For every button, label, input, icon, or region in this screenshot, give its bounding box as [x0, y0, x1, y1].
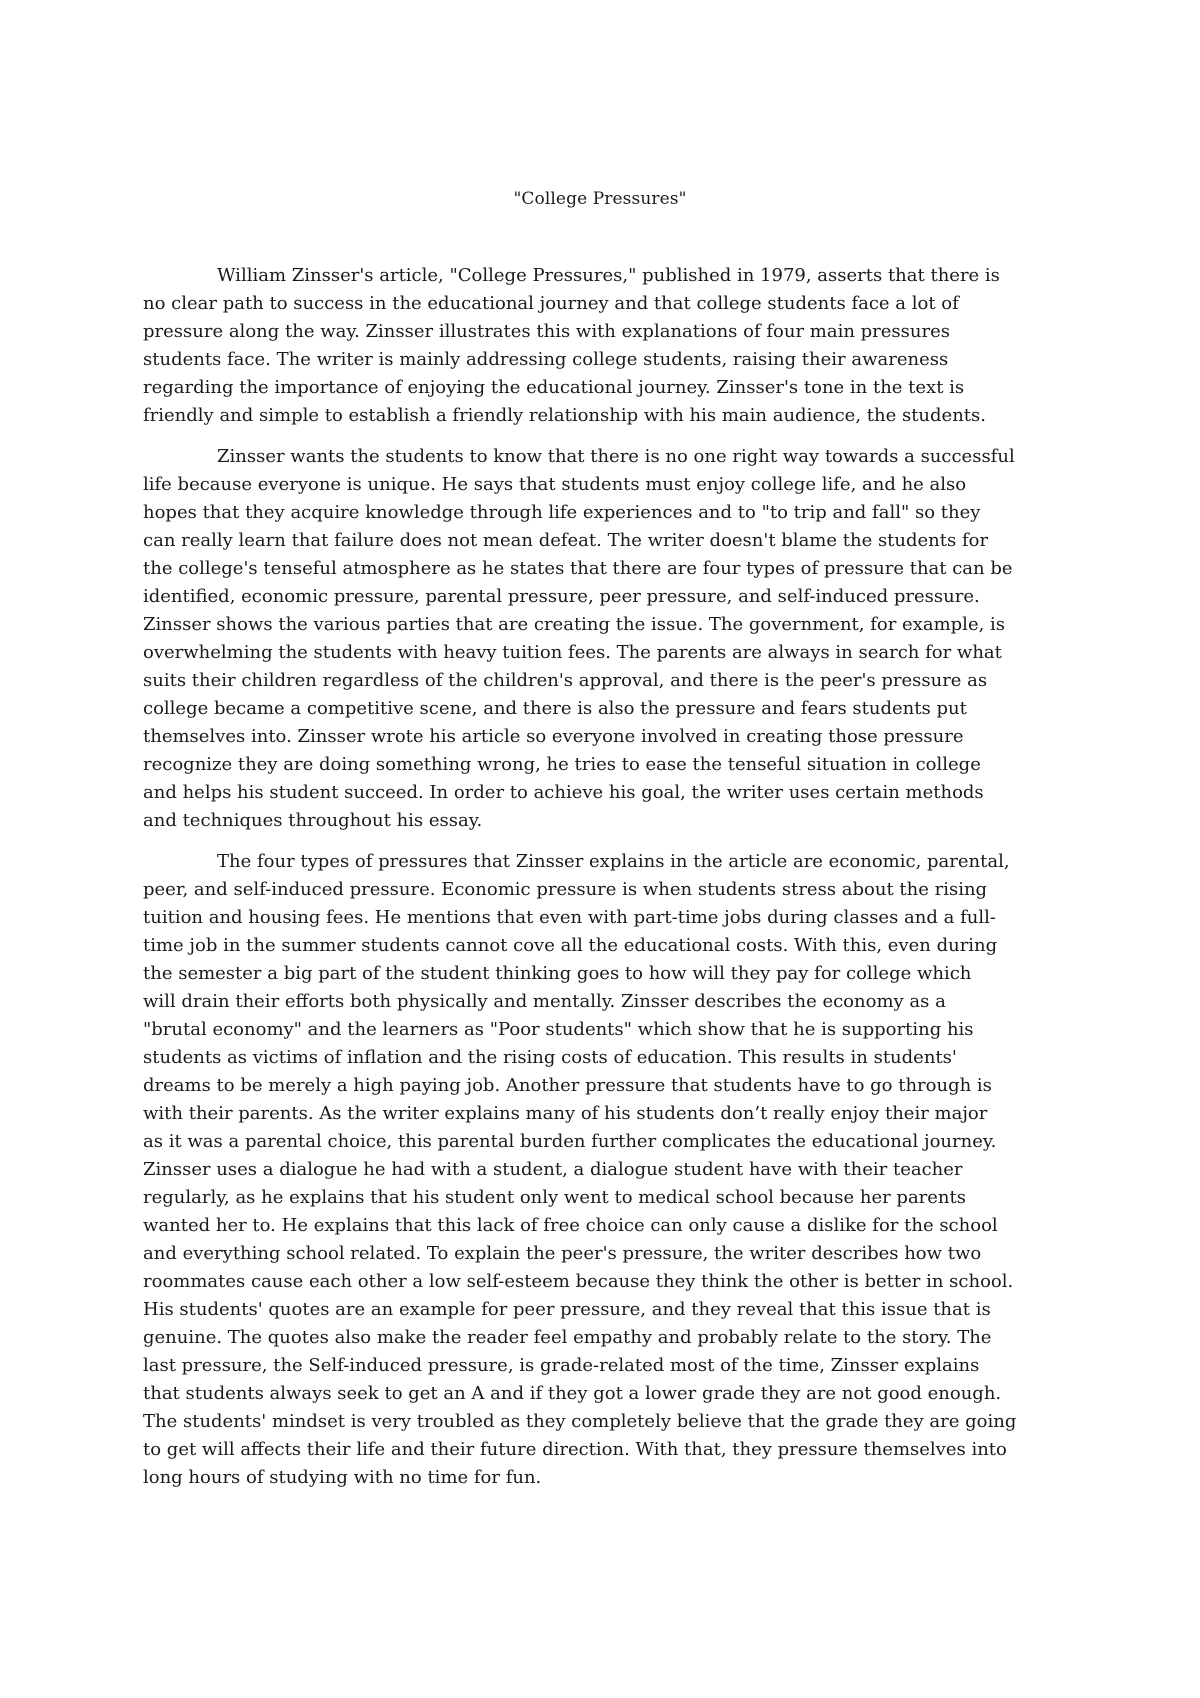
paragraph-line: dreams to be merely a high paying job. Another pressure that students have to go through is	[143, 1075, 992, 1096]
paragraph-line: no clear path to success in the educational journey and that college students face a lot of	[143, 293, 959, 314]
paragraph-line: William Zinsser's article, "College Pressures," published in 1979, asserts that there is	[217, 265, 1000, 286]
paragraph-line: tuition and housing fees. He mentions that even with part-time jobs during classes and a full-	[143, 907, 996, 928]
document-body	[143, 262, 1063, 1505]
paragraph-line: pressure along the way. Zinsser illustrates this with explanations of four main pressures	[143, 321, 950, 342]
paragraph-line: and techniques throughout his essay.	[143, 810, 483, 831]
paragraph-line: suits their children regardless of the children's approval, and there is the peer's pressure as	[143, 670, 988, 691]
paragraph	[143, 262, 1063, 430]
paragraph-line: The four types of pressures that Zinsser explains in the article are economic, parental,	[217, 851, 1010, 872]
paragraph-line: Zinsser shows the various parties that are creating the issue. The government, for example, is	[143, 614, 1006, 635]
paragraph-line: roommates cause each other a low self-esteem because they think the other is better in school.	[143, 1271, 1014, 1292]
paragraph-line: themselves into. Zinsser wrote his article so everyone involved in creating those pressure	[143, 726, 964, 747]
paragraph-line: will drain their efforts both physically and mentally. Zinsser describes the economy as a	[143, 991, 946, 1012]
paragraph-line: Zinsser uses a dialogue he had with a student, a dialogue student have with their teacher	[143, 1159, 963, 1180]
paragraph-line: students as victims of inflation and the rising costs of education. This results in students'	[143, 1047, 957, 1068]
paragraph-line: last pressure, the Self-induced pressure, is grade-related most of the time, Zinsser explains	[143, 1355, 980, 1376]
paragraph-line: hopes that they acquire knowledge through life experiences and to "to trip and fall" so they	[143, 502, 981, 523]
paragraph-line: recognize they are doing something wrong, he tries to ease the tenseful situation in college	[143, 754, 981, 775]
paragraph	[143, 848, 1063, 1492]
paragraph-line: life because everyone is unique. He says that students must enjoy college life, and he also	[143, 474, 967, 495]
paragraph-line: and everything school related. To explain the peer's pressure, the writer describes how two	[143, 1243, 982, 1264]
paragraph-line: that students always seek to get an A and if they got a lower grade they are not good enough.	[143, 1383, 1002, 1404]
paragraph-line: long hours of studying with no time for fun.	[143, 1467, 542, 1488]
paragraph-line: The students' mindset is very troubled as they completely believe that the grade they are going	[143, 1411, 1017, 1432]
paragraph-line: students face. The writer is mainly addressing college students, raising their awareness	[143, 349, 949, 370]
paragraph-line: "brutal economy" and the learners as "Poor students" which show that he is supporting his	[143, 1019, 974, 1040]
paragraph-line: time job in the summer students cannot cove all the educational costs. With this, even during	[143, 935, 998, 956]
paragraph	[143, 443, 1063, 835]
paragraph-line: can really learn that failure does not mean defeat. The writer doesn't blame the students for	[143, 530, 989, 551]
paragraph-line: regularly, as he explains that his student only went to medical school because her parents	[143, 1187, 966, 1208]
document-title: "College Pressures"	[513, 189, 687, 209]
paragraph-line: as it was a parental choice, this parental burden further complicates the educational journey.	[143, 1131, 997, 1152]
paragraph-line: His students' quotes are an example for peer pressure, and they reveal that this issue that is	[143, 1299, 991, 1320]
paragraph-line: regarding the importance of enjoying the educational journey. Zinsser's tone in the text is	[143, 377, 965, 398]
paragraph-line: the college's tenseful atmosphere as he states that there are four types of pressure that can be	[143, 558, 1013, 579]
paragraph-line: overwhelming the students with heavy tuition fees. The parents are always in search for what	[143, 642, 1002, 663]
paragraph-line: to get will affects their life and their future direction. With that, they pressure themselves into	[143, 1439, 1007, 1460]
paragraph-line: identified, economic pressure, parental pressure, peer pressure, and self-induced pressure.	[143, 586, 980, 607]
paragraph-line: friendly and simple to establish a friendly relationship with his main audience, the students.	[143, 405, 986, 426]
paragraph-line: the semester a big part of the student thinking goes to how will they pay for college which	[143, 963, 972, 984]
paragraph-line: college became a competitive scene, and there is also the pressure and fears students put	[143, 698, 967, 719]
paragraph-line: wanted her to. He explains that this lack of free choice can only cause a dislike for the school	[143, 1215, 998, 1236]
paragraph-line: genuine. The quotes also make the reader feel empathy and probably relate to the story. The	[143, 1327, 992, 1348]
paragraph-line: peer, and self-induced pressure. Economic pressure is when students stress about the rising	[143, 879, 988, 900]
paragraph-line: with their parents. As the writer explains many of his students don’t really enjoy their major	[143, 1103, 988, 1124]
paragraph-line: and helps his student succeed. In order to achieve his goal, the writer uses certain methods	[143, 782, 984, 803]
paragraph-line: Zinsser wants the students to know that there is no one right way towards a successful	[217, 446, 1015, 467]
